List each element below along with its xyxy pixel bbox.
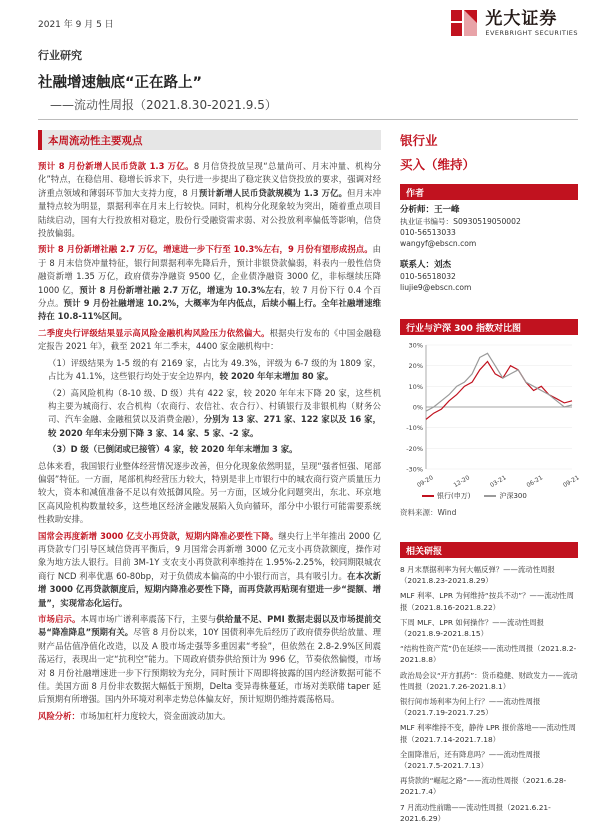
x-tick-label: 06-21 [525,474,545,490]
legend-swatch-bank [422,495,434,497]
bold-text: 预计 9 月份社融增速 10.2%，大概率为年内低点，后续小幅上行。全年社融增速维持在 10.8-11%区间。 [38,298,381,322]
related-report-link[interactable]: MLF 利率、LPR 为何维持“按兵不动”？——流动性周报（2021.8.16-2021.8.22） [400,591,574,612]
x-tick-label: 09-21 [561,474,581,490]
contact-phone: 010-56518032 [400,272,456,281]
body-text: 总体来看，我国银行业整体经营情况逐步改善，但分化现象依然明显，呈现“强者恒强、尾部偏弱”特征。一方面，尾部机构经营压力较大，特别是非上市银行中的城农商行资产质量压力较大，资本和减值准备不足以有效抵御风险。另一方面，区域分化问题突出，东北、环京地区高风险机构数量较多，这些地区经济金融发展陷入负向循环，部分中小银行可能需要系统性救助安排。 [38,460,381,525]
main-body [38,160,381,726]
logo-icon [449,8,479,38]
body-text: （1）评级结果为 1-5 级的有 2169 家，占比为 49.3%，评级为 6-7 级的为 1809 家，占比为 41.1%，这些银行均处于安全边界内， [48,357,381,382]
body-text: 根据央行发布的《中国金融稳定报告 2021 年》，截至 2021 年二季末，4400 家金融机构中： [38,327,382,352]
bold-text: 预计新增人民币贷款规模为 1.3 万亿。 [198,187,348,198]
logo-subtext: EVERBRIGHT SECURITIES [485,28,578,37]
analyst-email: wangyf@ebscn.com [400,239,477,248]
y-tick-label: -30% [406,465,423,474]
chart-header: 行业与沪深 300 指数对比图 [400,319,578,335]
x-tick-label: 03-21 [488,474,508,490]
analyst-phone: 010-56513033 [400,228,456,237]
highlight-text: 市场启示。 [38,614,81,624]
body-text: 市场加杠杆力度较大，资金面波动加大。 [79,710,231,721]
legend-label-bank: 银行(申万) [437,492,471,500]
authors-header: 作者 [400,184,578,200]
body-text: 继央行上半年推出 2000 亿再贷款专门引导区域信贷再平衡后，9 月国常会再新增 3000 亿元支小再贷款额度，操作对象为地方法人银行。目前 3M-1Y 支农支小再贷款利率维持在 1.95%-2.25%，较同期限城农商行 NCD 利率优惠 60-80bp，对于负债成本偏高的中小银行而言，具有吸引力。 [38,530,382,581]
paragraph-rating [38,327,381,354]
bold-text: 较 2020 年年末增加 80 家。 [219,371,334,382]
report-category: 行业研究 [38,49,82,62]
contact-email: liujie9@ebscn.com [400,283,472,292]
highlight-text: 风险分析： [38,710,80,721]
paragraph-market [38,613,381,707]
chart-legend [400,491,578,501]
related-list [400,558,578,824]
highlight-text: 预计 8 月份新增人民币贷款 1.3 万亿。 [38,161,194,171]
series-line-bank [426,362,572,420]
paragraph-relending [38,530,381,610]
paragraph-risk [38,710,381,723]
x-tick-label: 12-20 [452,474,472,490]
analyst-cert: 执业证书编号：S0930519050002 [400,217,521,226]
highlight-text: 二季度央行评级结果显示高风险金融机构风险压力依然偏大。 [38,327,270,338]
bold-text: 分别为 13 家、271 家、122 家以及 16 家，较 2020 年年末分别下降 3 家、14 家、5 家、-2 家。 [48,414,381,438]
paragraph-rating-2 [38,387,381,441]
related-report-link[interactable]: 7 月流动性前瞻——流动性周报（2021.6.21-2021.6.29） [400,802,551,823]
y-tick-label: -20% [406,444,423,453]
logo-text: 光大证券 [485,8,558,29]
y-tick-label: 20% [408,362,423,371]
related-header: 相关研报 [400,542,578,558]
related-report-link[interactable]: 再贷款的“崛起之路”——流动性周报（2021.6.28-2021.7.4） [400,776,567,797]
body-text: 8 月信贷投放呈现“总量尚可、月末冲量、机构分化”特点，在稳信用、稳增长诉求下，央行进一步提出了稳定狭义信贷投放的要求，强调对经济重点领域和薄弱环节加大支持力度，8 月 [38,161,382,198]
x-tick-label: 09-20 [415,474,435,490]
report-title: 社融增速触底“正在路上” [38,75,203,91]
logo [449,8,578,38]
report-subtitle: ——流动性周报（2021.8.30-2021.9.5） [50,98,277,112]
index-chart-svg [400,339,581,490]
body-text: 但月末冲量特点较为明显，票据利率在月末上行较快。同时，机构分化现象较为突出，随着重点项目陆续启动，国有大行投放相对稳定，股份行受融资需求弱、对公投放利率偏低等影响，信贷投放偏弱。 [38,187,381,239]
body-text: 尽管 8 月份以来，10Y 国债利率先后经历了政府债券供给放量、理财产品估值净值化改造，以及 A 股市场走强等多重因素“考验”，但依然在 2.8-2.9%区间震荡运行，表现出一定“抗利空”能力。下周政府债券供给预计为 996 亿，节奏依然偏慢，市场对 8 月份社融增速进一步下行预期较为充分，同时预计下周即将披露的国内经济数据可能不佳。美国方面 8 月份非农数据大幅低于预期，Delta 变异毒株蔓延，市场对美联储 taper 延后预期有所增强。国内外环境对利率走势总体偏友好，预计短期仍维持震荡格局。 [38,627,381,705]
bold-text: （3）D 级（已倒闭或已接管）4 家，较 2020 年年末增加 3 家。 [48,444,298,455]
y-tick-label: -10% [406,424,423,433]
paragraph-loans [38,160,381,240]
related-report-link[interactable]: 银行间市场利率为何上行？——流动性周报（2021.7.19-2021.7.25） [400,697,541,718]
y-tick-label: 10% [408,382,423,391]
section-title: 本周流动性主要观点 [48,135,143,147]
related-report-link[interactable]: “结构性资产荒”仍在延续——流动性周报（2021.8.2-2021.8.8） [400,644,577,665]
paragraph-rating-1 [38,357,381,384]
related-report-link[interactable]: 政治局会议“开方抓药”：货币稳健、财政发力——流动性周报（2021.7.26-2021.8.1） [400,670,578,691]
legend-label-csi300: 沪深300 [499,492,527,500]
highlight-text: 国常会再度新增 3000 亿支小再贷款，短期内降准必要性下降。 [38,530,279,541]
bold-text: 预计 8 月份新增社融 2.7 万亿，增速为 10.3%左右 [79,284,283,295]
related-report-link[interactable]: 下周 MLF、LPR 如何操作？——流动性周报（2021.8.9-2021.8.15） [400,617,545,639]
section-header [38,130,381,150]
section-accent [38,130,42,150]
bold-text: 供给量不足、PMI 数据走弱以及市场提前交易“降准降息”预期有关。 [38,614,382,638]
related-report-link[interactable]: 全面降准后，还有降息吗？——流动性周报（2021.7.5-2021.7.13） [400,749,541,771]
y-tick-label: 0% [412,403,423,412]
rating-label: 买入（维持） [400,157,476,172]
bold-text: 在本次新增 3000 亿再贷款额度后，短期内降准必要性下降，而再贷款再贴现有望进一步“提额、增量”，实现常态化运行。 [38,570,382,608]
paragraph-rating-3 [38,443,381,456]
analyst-name: 分析师：王一峰 [400,205,460,215]
related-report-link[interactable]: 8 月末票据利率为何大幅反弹？——流动性周报（2021.8.23-2021.8.29） [400,565,555,586]
body-text: 本周市场广谱利率震荡下行，主要与 [80,614,217,624]
chart-source: 资料来源：Wind [400,508,457,517]
related-report-link[interactable]: MLF 利率维持不变，静待 LPR 报价落地——流动性周报（2021.7.14-2021.7.18） [400,723,576,744]
y-tick-label: 30% [408,341,423,350]
side-column [400,132,581,824]
body-text: （2）高风险机构（8-10 级、D 级）共有 422 家，较 2020 年年末下降 20 家，这些机构主要为城商行、农合机构（农商行、农信社、农合行）、村镇银行及非银机构（财务公司、汽车金融、金融租赁以及消费金融）， [48,387,381,425]
body-text: 由于 8 月末信贷冲量特征，银行间票据利率先降后升，预计非银贷款偏弱，料表内一般性信贷融资新增 1.35 万亿，政府债券净融资 9500 亿，企业债净融资 3000 亿，非标继续压降 1000 亿， [38,244,381,295]
contact-name: 联系人：刘杰 [400,260,452,270]
body-text: ，较 7 月份下行 0.4 个百分点。 [38,284,381,309]
highlight-text: 预计 8 月份新增社融 2.7 万亿，增速进一步下行至 10.3%左右，9 月份有望形成拐点。 [38,244,373,255]
legend-item-bank [422,491,470,501]
title-divider [38,119,578,120]
index-chart [400,339,581,490]
paragraph-summary [38,460,381,527]
legend-item-csi300 [484,491,526,501]
report-date: 2021 年 9 月 5 日 [38,20,114,30]
legend-swatch-csi300 [484,495,496,497]
paragraph-social-financing [38,243,381,323]
industry-label: 银行业 [400,133,438,148]
